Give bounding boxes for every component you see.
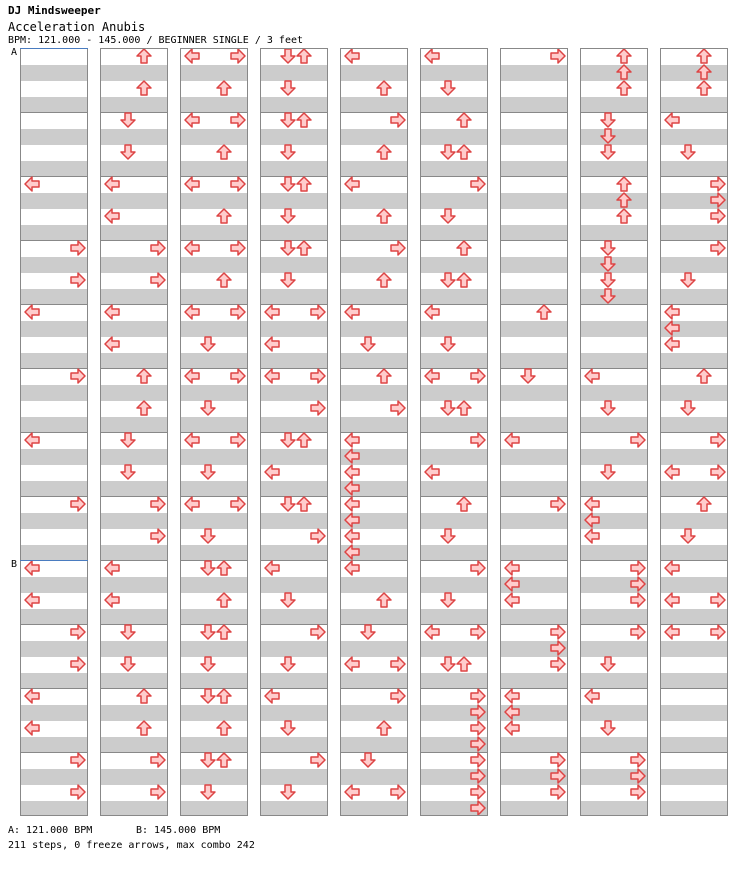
arrow-left-icon	[184, 304, 200, 320]
arrow-left-icon	[24, 688, 40, 704]
arrow-up-icon	[296, 48, 312, 64]
arrow-right-icon	[470, 704, 486, 720]
arrow-right-icon	[230, 240, 246, 256]
arrow-left-icon	[24, 176, 40, 192]
arrow-right-icon	[70, 496, 86, 512]
arrow-left-icon	[584, 688, 600, 704]
arrow-right-icon	[630, 576, 646, 592]
chart-column-1	[20, 48, 88, 816]
arrow-left-icon	[344, 48, 360, 64]
arrow-down-icon	[440, 208, 456, 224]
song-title: Acceleration Anubis	[8, 20, 146, 34]
arrow-right-icon	[390, 688, 406, 704]
arrow-left-icon	[104, 304, 120, 320]
arrow-left-icon	[104, 176, 120, 192]
arrow-down-icon	[360, 336, 376, 352]
arrow-down-icon	[680, 272, 696, 288]
arrow-right-icon	[470, 560, 486, 576]
arrow-up-icon	[216, 624, 232, 640]
arrow-right-icon	[550, 656, 566, 672]
bpm-b-legend: B: 145.000 BPM	[136, 825, 221, 836]
arrow-down-icon	[280, 48, 296, 64]
arrow-left-icon	[264, 688, 280, 704]
arrow-left-icon	[504, 688, 520, 704]
arrow-left-icon	[664, 464, 680, 480]
arrow-right-icon	[310, 400, 326, 416]
arrow-right-icon	[550, 496, 566, 512]
arrow-left-icon	[424, 48, 440, 64]
arrow-down-icon	[440, 528, 456, 544]
arrow-up-icon	[456, 112, 472, 128]
arrow-left-icon	[584, 528, 600, 544]
arrow-right-icon	[710, 240, 726, 256]
arrow-down-icon	[440, 272, 456, 288]
arrow-right-icon	[470, 176, 486, 192]
arrow-up-icon	[216, 272, 232, 288]
arrow-right-icon	[470, 688, 486, 704]
arrow-right-icon	[390, 112, 406, 128]
arrow-right-icon	[710, 176, 726, 192]
step-stats: 211 steps, 0 freeze arrows, max combo 242	[8, 840, 255, 851]
arrow-right-icon	[630, 432, 646, 448]
arrow-right-icon	[470, 368, 486, 384]
arrow-right-icon	[310, 624, 326, 640]
arrow-right-icon	[470, 736, 486, 752]
arrow-left-icon	[504, 576, 520, 592]
arrow-up-icon	[536, 304, 552, 320]
arrow-down-icon	[120, 112, 136, 128]
bpm-marker-b: B	[11, 559, 18, 570]
arrow-right-icon	[550, 48, 566, 64]
arrow-down-icon	[200, 336, 216, 352]
arrow-left-icon	[104, 336, 120, 352]
arrow-up-icon	[216, 80, 232, 96]
arrow-up-icon	[616, 208, 632, 224]
arrow-left-icon	[424, 464, 440, 480]
measure-line	[501, 176, 567, 177]
arrow-right-icon	[150, 240, 166, 256]
chart-column-9	[660, 48, 728, 816]
arrow-up-icon	[376, 80, 392, 96]
bpm-change-line	[20, 560, 88, 561]
arrow-up-icon	[376, 720, 392, 736]
arrow-up-icon	[136, 720, 152, 736]
arrow-right-icon	[150, 752, 166, 768]
arrow-right-icon	[710, 624, 726, 640]
arrow-down-icon	[440, 592, 456, 608]
arrow-down-icon	[600, 464, 616, 480]
measure-line	[501, 304, 567, 305]
arrow-left-icon	[424, 304, 440, 320]
arrow-up-icon	[136, 368, 152, 384]
arrow-down-icon	[600, 256, 616, 272]
arrow-left-icon	[24, 304, 40, 320]
measure-line	[421, 496, 487, 497]
arrow-down-icon	[200, 624, 216, 640]
arrow-left-icon	[344, 544, 360, 560]
bpm-a-legend: A: 121.000 BPM	[8, 825, 93, 836]
measure-line	[661, 496, 727, 497]
arrow-left-icon	[24, 560, 40, 576]
arrow-left-icon	[584, 496, 600, 512]
arrow-left-icon	[104, 560, 120, 576]
arrow-up-icon	[456, 240, 472, 256]
arrow-left-icon	[264, 560, 280, 576]
arrow-up-icon	[296, 176, 312, 192]
arrow-left-icon	[24, 720, 40, 736]
arrow-down-icon	[440, 144, 456, 160]
arrow-right-icon	[630, 752, 646, 768]
arrow-left-icon	[664, 592, 680, 608]
arrow-right-icon	[630, 560, 646, 576]
arrow-right-icon	[710, 208, 726, 224]
arrow-right-icon	[390, 784, 406, 800]
arrow-right-icon	[630, 624, 646, 640]
arrow-left-icon	[344, 560, 360, 576]
arrow-up-icon	[216, 144, 232, 160]
arrow-right-icon	[150, 784, 166, 800]
arrow-left-icon	[264, 336, 280, 352]
arrow-down-icon	[120, 656, 136, 672]
arrow-left-icon	[664, 624, 680, 640]
measure-line	[661, 688, 727, 689]
chart-column-6	[420, 48, 488, 816]
arrow-right-icon	[710, 592, 726, 608]
arrow-left-icon	[184, 368, 200, 384]
arrow-down-icon	[280, 176, 296, 192]
arrow-right-icon	[550, 752, 566, 768]
arrow-right-icon	[630, 768, 646, 784]
arrow-right-icon	[470, 800, 486, 816]
arrow-left-icon	[184, 432, 200, 448]
arrow-left-icon	[264, 464, 280, 480]
arrow-up-icon	[376, 272, 392, 288]
measure-line	[21, 112, 87, 113]
arrow-up-icon	[376, 208, 392, 224]
arrow-down-icon	[600, 272, 616, 288]
arrow-up-icon	[456, 496, 472, 512]
arrow-down-icon	[120, 464, 136, 480]
arrow-left-icon	[424, 368, 440, 384]
arrow-right-icon	[390, 240, 406, 256]
arrow-left-icon	[104, 208, 120, 224]
arrow-down-icon	[200, 464, 216, 480]
arrow-down-icon	[440, 400, 456, 416]
arrow-down-icon	[200, 656, 216, 672]
measure-line	[581, 304, 647, 305]
arrow-up-icon	[456, 656, 472, 672]
arrow-down-icon	[600, 128, 616, 144]
arrow-left-icon	[184, 112, 200, 128]
arrow-right-icon	[470, 784, 486, 800]
arrow-down-icon	[680, 528, 696, 544]
arrow-left-icon	[264, 304, 280, 320]
arrow-up-icon	[616, 192, 632, 208]
arrow-up-icon	[136, 400, 152, 416]
arrow-down-icon	[520, 368, 536, 384]
arrow-right-icon	[470, 432, 486, 448]
arrow-up-icon	[296, 112, 312, 128]
arrow-up-icon	[696, 64, 712, 80]
arrow-left-icon	[664, 320, 680, 336]
arrow-right-icon	[710, 192, 726, 208]
arrow-left-icon	[504, 560, 520, 576]
arrow-right-icon	[550, 640, 566, 656]
arrow-down-icon	[600, 240, 616, 256]
arrow-down-icon	[680, 400, 696, 416]
arrow-left-icon	[104, 592, 120, 608]
arrow-up-icon	[376, 368, 392, 384]
arrow-down-icon	[280, 432, 296, 448]
arrow-left-icon	[344, 656, 360, 672]
arrow-left-icon	[664, 560, 680, 576]
arrow-up-icon	[136, 688, 152, 704]
arrow-right-icon	[230, 368, 246, 384]
arrow-right-icon	[630, 592, 646, 608]
chart-column-3	[180, 48, 248, 816]
arrow-up-icon	[296, 432, 312, 448]
arrow-down-icon	[120, 432, 136, 448]
arrow-up-icon	[696, 80, 712, 96]
arrow-left-icon	[504, 432, 520, 448]
arrow-up-icon	[696, 368, 712, 384]
measure-line	[341, 368, 407, 369]
arrow-down-icon	[280, 496, 296, 512]
arrow-down-icon	[200, 400, 216, 416]
chart-column-4	[260, 48, 328, 816]
arrow-left-icon	[344, 496, 360, 512]
arrow-down-icon	[600, 400, 616, 416]
arrow-left-icon	[504, 704, 520, 720]
arrow-right-icon	[550, 768, 566, 784]
arrow-right-icon	[470, 768, 486, 784]
arrow-down-icon	[120, 624, 136, 640]
bpm-change-line	[20, 48, 88, 49]
arrow-up-icon	[616, 176, 632, 192]
arrow-right-icon	[230, 48, 246, 64]
arrow-up-icon	[216, 752, 232, 768]
arrow-right-icon	[70, 240, 86, 256]
arrow-right-icon	[230, 496, 246, 512]
arrow-up-icon	[376, 144, 392, 160]
arrow-up-icon	[296, 496, 312, 512]
arrow-right-icon	[310, 528, 326, 544]
measure-line	[501, 112, 567, 113]
arrow-right-icon	[710, 464, 726, 480]
arrow-left-icon	[264, 368, 280, 384]
arrow-down-icon	[280, 208, 296, 224]
arrow-right-icon	[70, 368, 86, 384]
arrow-up-icon	[136, 48, 152, 64]
arrow-up-icon	[216, 208, 232, 224]
arrow-right-icon	[70, 752, 86, 768]
arrow-left-icon	[664, 304, 680, 320]
arrow-up-icon	[456, 272, 472, 288]
arrow-down-icon	[200, 560, 216, 576]
arrow-right-icon	[70, 656, 86, 672]
arrow-up-icon	[216, 592, 232, 608]
arrow-right-icon	[310, 752, 326, 768]
arrow-down-icon	[600, 656, 616, 672]
arrow-left-icon	[344, 528, 360, 544]
arrow-down-icon	[280, 112, 296, 128]
arrow-down-icon	[200, 752, 216, 768]
arrow-left-icon	[344, 448, 360, 464]
arrow-left-icon	[504, 592, 520, 608]
arrow-left-icon	[344, 784, 360, 800]
arrow-left-icon	[664, 336, 680, 352]
arrow-down-icon	[280, 784, 296, 800]
arrow-right-icon	[70, 272, 86, 288]
arrow-down-icon	[360, 752, 376, 768]
arrow-right-icon	[710, 432, 726, 448]
arrow-up-icon	[296, 240, 312, 256]
arrow-up-icon	[616, 80, 632, 96]
arrow-up-icon	[616, 48, 632, 64]
measure-line	[661, 752, 727, 753]
arrow-right-icon	[230, 176, 246, 192]
arrow-left-icon	[24, 432, 40, 448]
arrow-right-icon	[230, 304, 246, 320]
arrow-right-icon	[150, 528, 166, 544]
measure-line	[421, 240, 487, 241]
arrow-right-icon	[470, 624, 486, 640]
arrow-up-icon	[216, 560, 232, 576]
measure-line	[101, 368, 167, 369]
arrow-down-icon	[440, 656, 456, 672]
arrow-up-icon	[456, 400, 472, 416]
arrow-right-icon	[390, 656, 406, 672]
arrow-right-icon	[150, 272, 166, 288]
measure-line	[421, 112, 487, 113]
arrow-up-icon	[696, 496, 712, 512]
arrow-left-icon	[344, 480, 360, 496]
arrow-left-icon	[584, 368, 600, 384]
arrow-right-icon	[470, 752, 486, 768]
arrow-down-icon	[600, 144, 616, 160]
artist-name: DJ Mindsweeper	[8, 4, 101, 17]
arrow-left-icon	[344, 464, 360, 480]
arrow-down-icon	[280, 80, 296, 96]
arrow-down-icon	[600, 112, 616, 128]
arrow-up-icon	[216, 720, 232, 736]
arrow-right-icon	[150, 496, 166, 512]
arrow-down-icon	[680, 144, 696, 160]
arrow-down-icon	[280, 272, 296, 288]
arrow-up-icon	[376, 592, 392, 608]
arrow-down-icon	[440, 80, 456, 96]
arrow-right-icon	[390, 400, 406, 416]
measure-line	[101, 688, 167, 689]
arrow-down-icon	[280, 720, 296, 736]
chart-column-7	[500, 48, 568, 816]
chart-column-8	[580, 48, 648, 816]
arrow-left-icon	[184, 496, 200, 512]
arrow-down-icon	[200, 688, 216, 704]
arrow-down-icon	[200, 528, 216, 544]
measure-line	[661, 368, 727, 369]
chart-column-2	[100, 48, 168, 816]
arrow-down-icon	[280, 144, 296, 160]
arrow-left-icon	[424, 624, 440, 640]
arrow-down-icon	[120, 144, 136, 160]
arrow-left-icon	[664, 112, 680, 128]
chart-column-5	[340, 48, 408, 816]
arrow-left-icon	[184, 176, 200, 192]
arrow-left-icon	[344, 176, 360, 192]
measure-line	[501, 240, 567, 241]
arrow-left-icon	[24, 592, 40, 608]
arrow-left-icon	[184, 48, 200, 64]
arrow-up-icon	[216, 688, 232, 704]
arrow-up-icon	[136, 80, 152, 96]
arrow-left-icon	[584, 512, 600, 528]
arrow-right-icon	[230, 432, 246, 448]
arrow-right-icon	[70, 784, 86, 800]
arrow-right-icon	[70, 624, 86, 640]
arrow-right-icon	[470, 720, 486, 736]
arrow-down-icon	[600, 720, 616, 736]
arrow-left-icon	[504, 720, 520, 736]
arrow-up-icon	[696, 48, 712, 64]
arrow-right-icon	[550, 784, 566, 800]
arrow-down-icon	[440, 336, 456, 352]
arrow-left-icon	[184, 240, 200, 256]
arrow-right-icon	[630, 784, 646, 800]
chart-info: BPM: 121.000 - 145.000 / BEGINNER SINGLE / 3 feet	[8, 35, 304, 46]
arrow-left-icon	[344, 304, 360, 320]
bpm-marker-a: A	[11, 47, 18, 58]
arrow-down-icon	[280, 656, 296, 672]
arrow-up-icon	[456, 144, 472, 160]
arrow-down-icon	[600, 288, 616, 304]
arrow-right-icon	[310, 304, 326, 320]
arrow-up-icon	[616, 64, 632, 80]
arrow-down-icon	[360, 624, 376, 640]
arrow-down-icon	[200, 784, 216, 800]
measure-line	[581, 176, 647, 177]
arrow-left-icon	[344, 512, 360, 528]
arrow-right-icon	[550, 624, 566, 640]
arrow-right-icon	[310, 368, 326, 384]
arrow-down-icon	[280, 592, 296, 608]
arrow-down-icon	[280, 240, 296, 256]
arrow-right-icon	[230, 112, 246, 128]
arrow-left-icon	[344, 432, 360, 448]
